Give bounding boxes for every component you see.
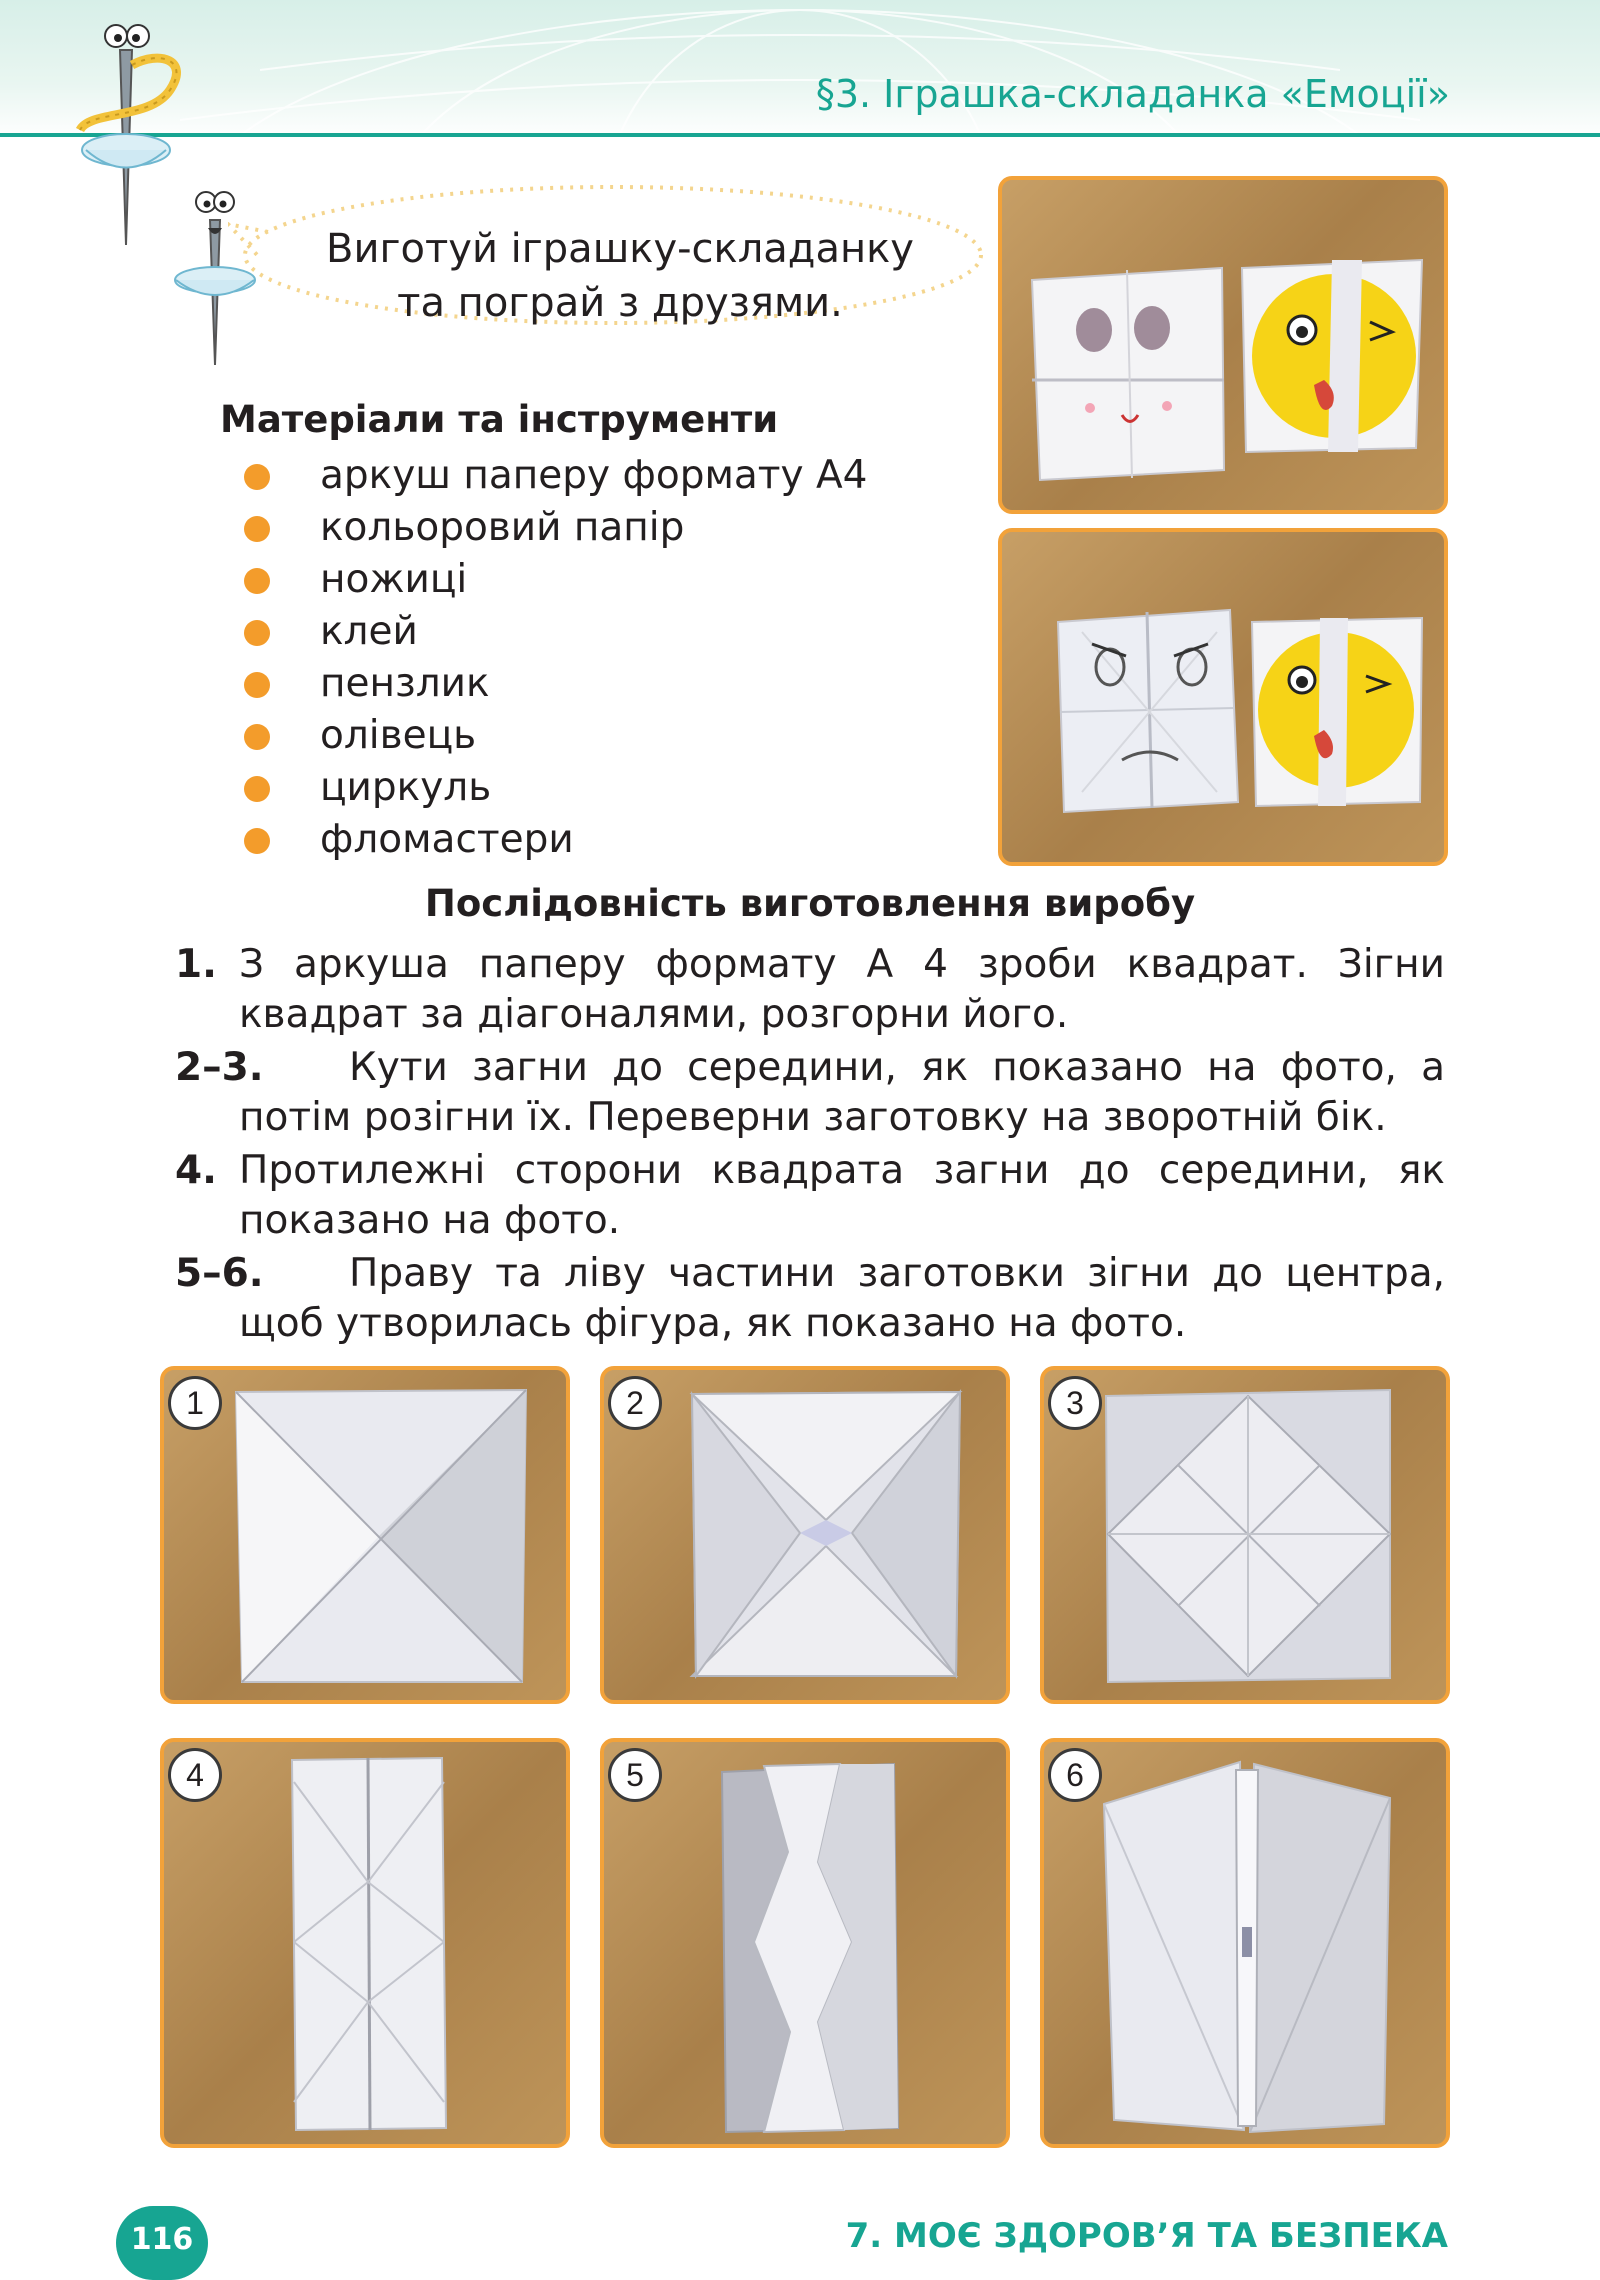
step-photo-label: 3 (1048, 1376, 1102, 1430)
bubble-line-1: Виготуй іграшку-складанку (326, 226, 914, 272)
step-photo-label: 4 (168, 1748, 222, 1802)
materials-list (240, 450, 867, 866)
bullet-icon (244, 568, 270, 594)
page-number: 116 (130, 2222, 194, 2257)
material-item: фломастери (240, 814, 867, 866)
header-rule (0, 133, 1600, 137)
bullet-icon (244, 828, 270, 854)
step-photo-label: 2 (608, 1376, 662, 1430)
material-item: кольоровий папір (240, 502, 867, 554)
step-number: 5–6. (175, 1251, 264, 1296)
step-photo-1 (160, 1366, 570, 1704)
step-text: Праву та ліву частини заготовки зігни до центра, щоб утворилась фігура, як показано на фото. (239, 1251, 1445, 1346)
step-2-3 (175, 1043, 1445, 1143)
step-1 (175, 940, 1445, 1040)
step-text: Протилежні сторони квадрата загни до середини, як показано на фото. (239, 1148, 1445, 1243)
bullet-icon (244, 776, 270, 802)
step-4 (175, 1146, 1445, 1246)
header-globe-lines (0, 0, 1600, 140)
step-number: 1. (175, 942, 217, 987)
materials-title: Матеріали та інструменти (220, 398, 779, 441)
step-number: 4. (175, 1148, 217, 1193)
material-item: пензлик (240, 658, 867, 710)
bubble-line-2: та пограй з друзями. (397, 280, 843, 326)
step-text: З аркуша паперу формату А 4 зроби квадрат. Зігни квадрат за діагоналями, розгорни його. (239, 942, 1445, 1037)
photo-finished-toys-1 (998, 176, 1448, 514)
material-item: клей (240, 606, 867, 658)
bullet-icon (244, 672, 270, 698)
bullet-icon (244, 620, 270, 646)
step-photo-label: 6 (1048, 1748, 1102, 1802)
bullet-icon (244, 516, 270, 542)
step-number: 2–3. (175, 1045, 264, 1090)
bullet-icon (244, 724, 270, 750)
photo-finished-toys-2 (998, 528, 1448, 866)
speech-bubble-text (300, 222, 940, 330)
step-photo-label: 1 (168, 1376, 222, 1430)
step-5-6 (175, 1249, 1445, 1349)
step-photo-label: 5 (608, 1748, 662, 1802)
material-item: циркуль (240, 762, 867, 814)
footer-section-title: 7. МОЄ ЗДОРОВ’Я ТА БЕЗПЕКА (845, 2216, 1448, 2256)
step-photo-5 (600, 1738, 1010, 2148)
step-photo-3 (1040, 1366, 1450, 1704)
page-title: §3. Іграшка-складанка «Емоції» (815, 72, 1450, 116)
step-photo-2 (600, 1366, 1010, 1704)
step-text: Кути загни до середини, як показано на фото, а потім розігни їх. Переверни заготовку на зворотній бік. (239, 1045, 1445, 1140)
step-photo-6 (1040, 1738, 1450, 2148)
material-item: ножиці (240, 554, 867, 606)
sequence-title: Послідовність виготовлення виробу (424, 882, 1196, 925)
material-item: олівець (240, 710, 867, 762)
material-item: аркуш паперу формату А4 (240, 450, 867, 502)
step-photo-4 (160, 1738, 570, 2148)
bullet-icon (244, 464, 270, 490)
